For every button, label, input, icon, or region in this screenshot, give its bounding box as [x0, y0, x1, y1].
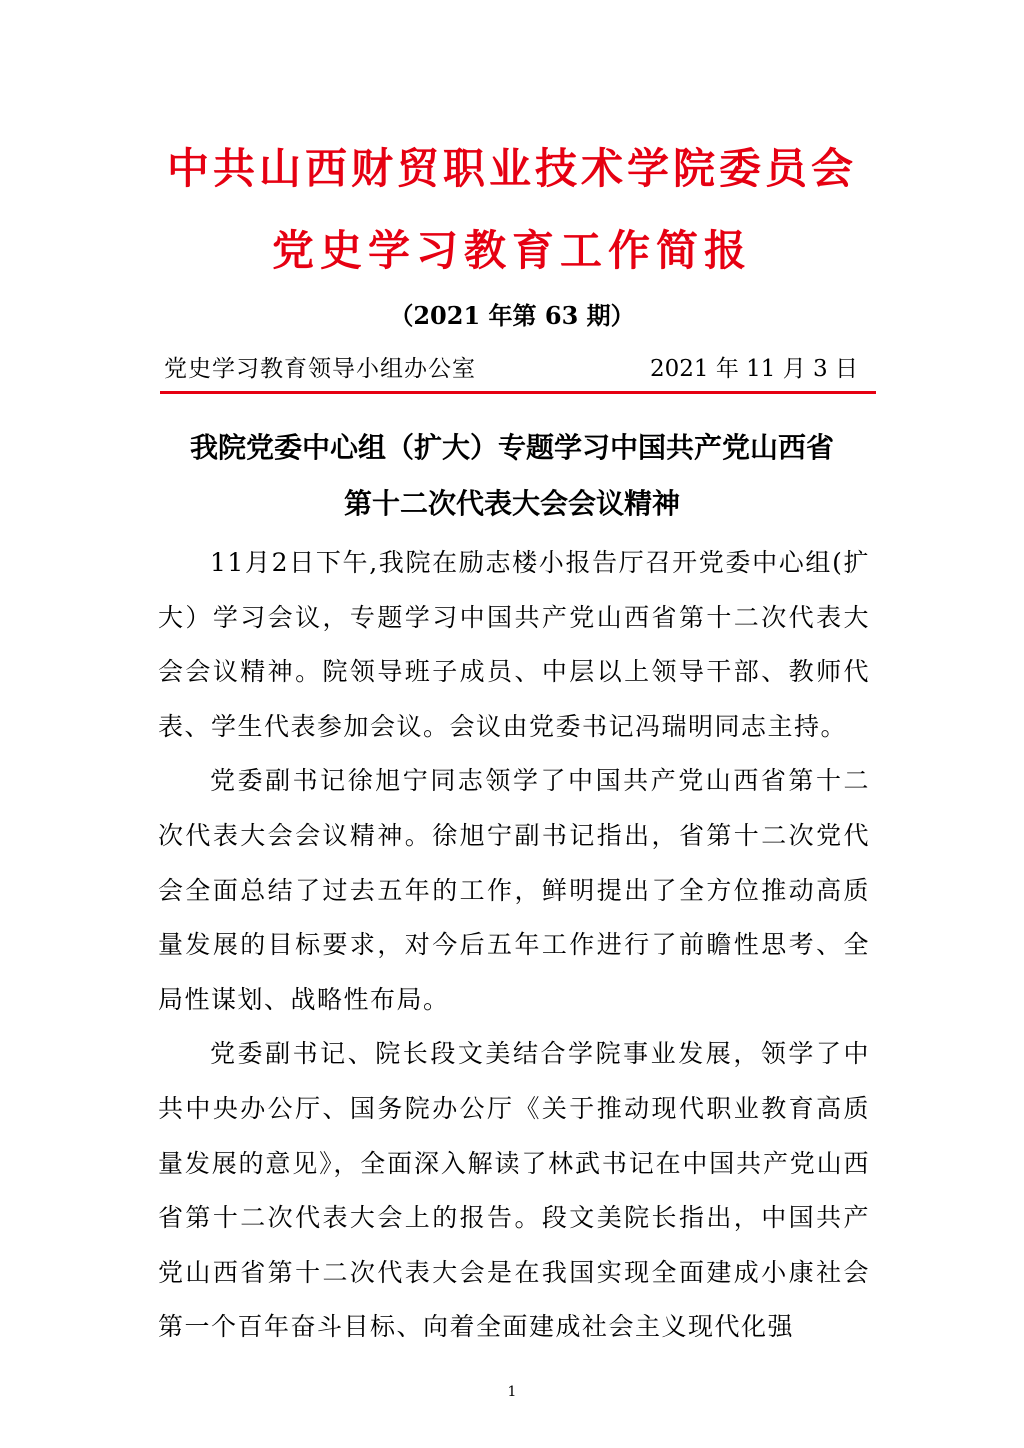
- paragraph: 党委副书记、院长段文美结合学院事业发展，领学了中共中央办公厅、国务院办公厅《关于推动现代职业教育高质量发展的意见》，全面深入解读了林武书记在中国共产党山西省第十二次代表大会上的报告。段文美院长指出，中国共产党山西省第十二次代表大会是在我国实现全面建成小康社会第一个百年奋斗目标、向着全面建成社会主义现代化强: [158, 1039, 870, 1342]
- article-title: [150, 420, 874, 532]
- issue-number: （2021 年第 63 期）: [389, 301, 635, 330]
- red-divider: [160, 391, 876, 394]
- issue-date: 2021 年 11 月 3 日: [650, 356, 858, 382]
- article-title-line-2: 第十二次代表大会会议精神: [343, 487, 680, 520]
- issuing-office: 党史学习教育领导小组办公室: [164, 356, 476, 382]
- paragraph: 11月2日下午,我院在励志楼小报告厅召开党委中心组(扩大）学习会议，专题学习中国共产党山西省第十二次代表大会会议精神。院领导班子成员、中层以上领导干部、教师代表、学生代表参加会议。会议由党委书记冯瑞明同志主持。: [158, 548, 870, 741]
- paragraph: 党委副书记徐旭宁同志领学了中国共产党山西省第十二次代表大会会议精神。徐旭宁副书记指出，省第十二次党代会全面总结了过去五年的工作，鲜明提出了全方位推动高质量发展的目标要求，对今后五年工作进行了前瞻性思考、全局性谋划、战略性布局。: [158, 766, 870, 1014]
- meta-row: [160, 350, 876, 384]
- masthead-organization: 中共山西财贸职业技术学院委员会: [166, 144, 857, 193]
- masthead-bulletin-title: 党史学习教育工作简报: [271, 226, 752, 275]
- page-number: 1: [507, 1384, 517, 1400]
- article-title-line-1: 我院党委中心组（扩大）专题学习中国共产党山西省: [189, 431, 834, 464]
- article-body: [158, 536, 870, 1355]
